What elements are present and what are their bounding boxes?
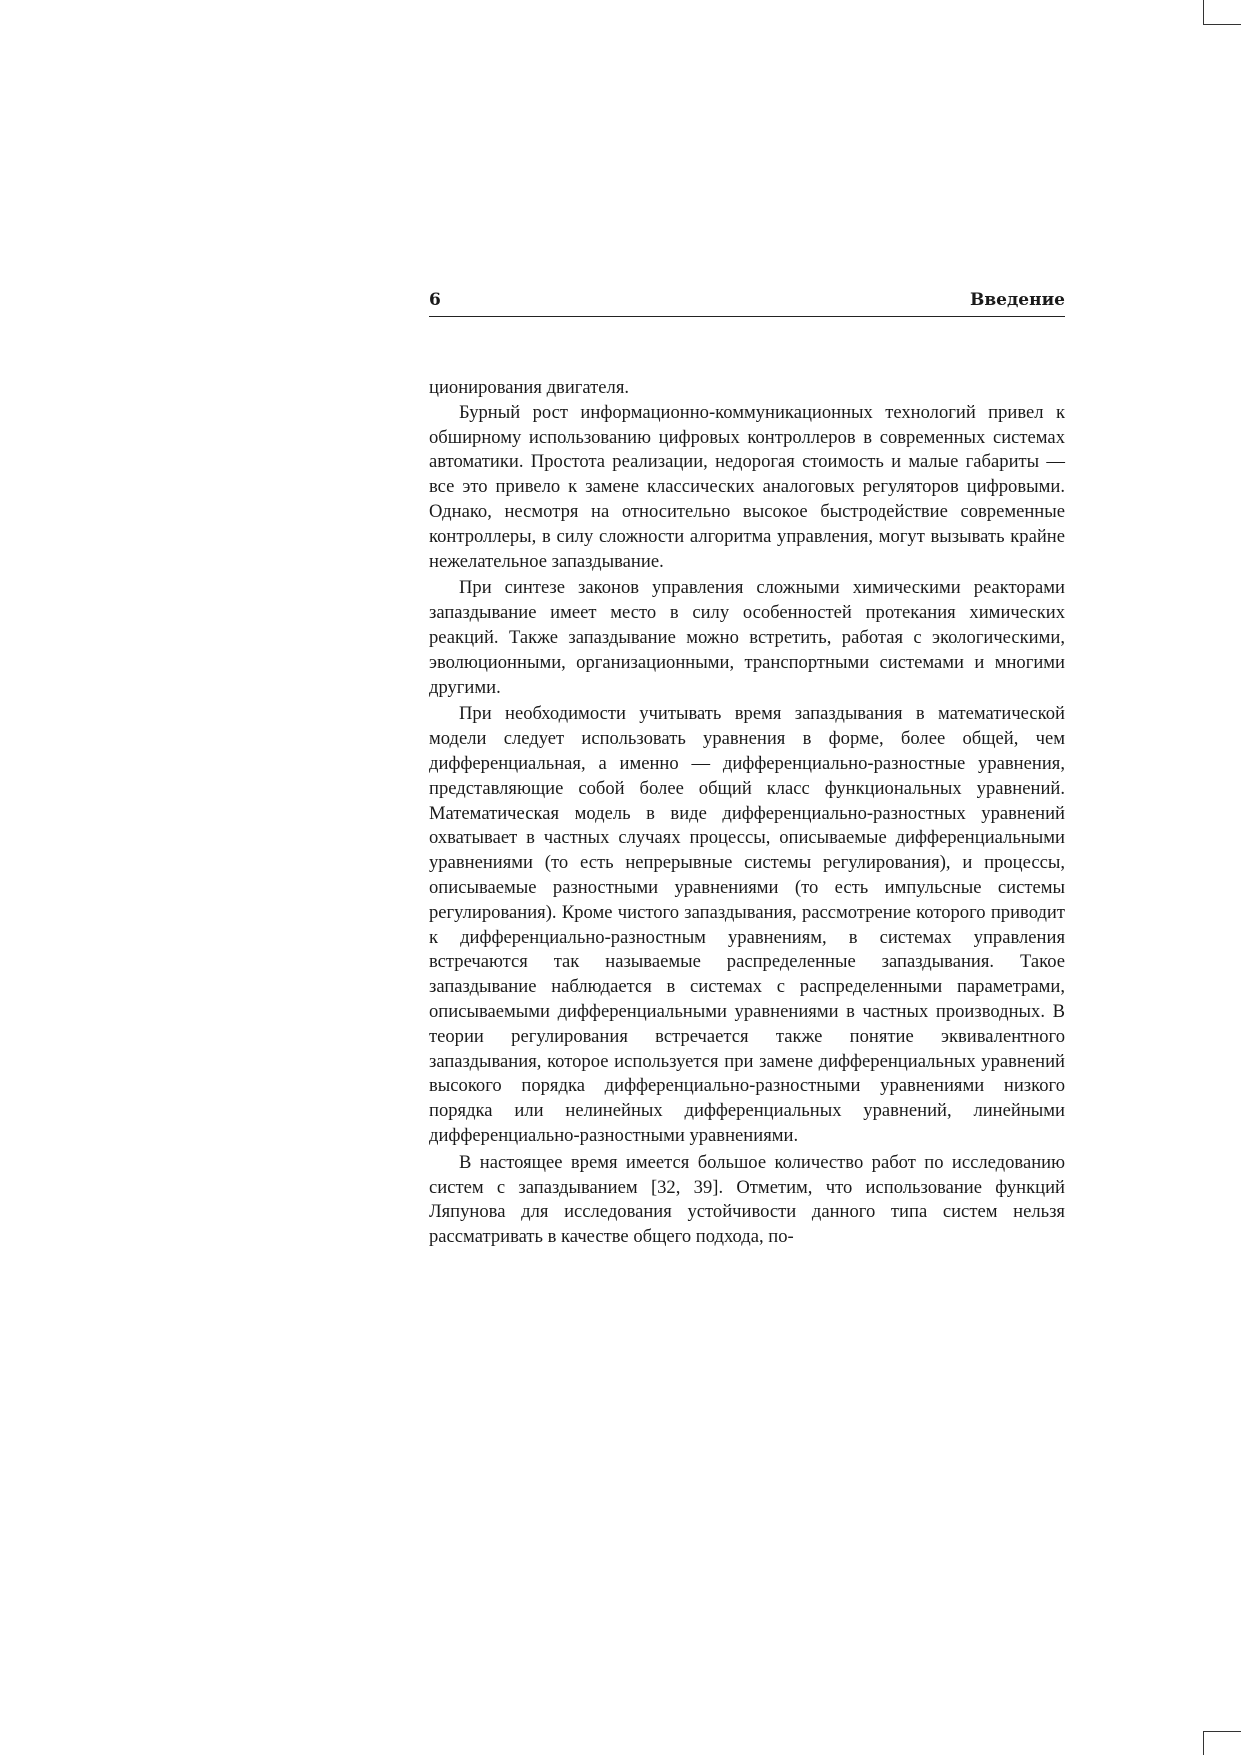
crop-mark-top-right-vertical [1203,0,1204,24]
paragraph: При необходимости учитывать время запаздывания в математической модели следует использовать уравнения в форме, более общей, чем дифференциальная, а именно — дифференциально-разностные уравнения, представляющие собой более общий класс функциональных уравнений. Математическая модель в виде дифференциально-разностных уравнений охватывает в частных случаях процессы, описываемые дифференциальными уравнениями (то есть непрерывные системы регулирования), и процессы, описываемые разностными уравнениями (то есть импульсные системы регулирования). Кроме чистого запаздывания, рассмотрение которого приводит к дифференциально-разностным уравнениям, в системах управления встречаются так называемые распределенные запаздывания. Такое запаздывание наблюдается в системах с распределенными параметрами, описываемыми дифференциальными уравнениями в частных производных. В теории регулирования встречается также понятие эквивалентного запаздывания, которое используется при замене дифференциальных уравнений высокого порядка дифференциально-разностными уравнениями низкого порядка или нелинейных дифференциальных уравнений, линейными дифференциально-разностными уравнениями. [429,703,1065,1146]
crop-mark-top-right-horizontal [1203,24,1241,25]
page-number: 6 [429,290,441,310]
paragraph: Бурный рост информационно-коммуникационных технологий привел к обширному использованию цифровых контроллеров в современных системах автоматики. Простота реализации, недорогая стоимость и малые габариты — все это привело к замене классических аналоговых регуляторов цифровыми. Однако, несмотря на относительно высокое быстродействие современные контроллеры, в силу сложности алгоритма управления, могут вызывать крайне нежелательное запаздывание. [429,401,1065,572]
crop-mark-bottom-right-horizontal [1203,1731,1241,1732]
paragraph-continuation: ционирования двигателя. [429,377,630,398]
body-text [429,376,1065,1250]
chapter-title: Введение [969,290,1065,310]
running-head [429,288,1065,317]
crop-mark-bottom-right-vertical [1203,1731,1204,1755]
paragraph: В настоящее время имеется большое количество работ по исследованию систем с запаздыванием [32, 39]. Отметим, что использование функций Ляпунова для исследования устойчивости данного типа систем нельзя рассматривать в качестве общего подхода, по- [429,1151,1065,1248]
paragraph: При синтезе законов управления сложными химическими реакторами запаздывание имеет место в силу особенностей протекания химических реакций. Также запаздывание можно встретить, работая с экологическими, эволюционными, организационными, транспортными системами и многими другими. [429,577,1065,698]
